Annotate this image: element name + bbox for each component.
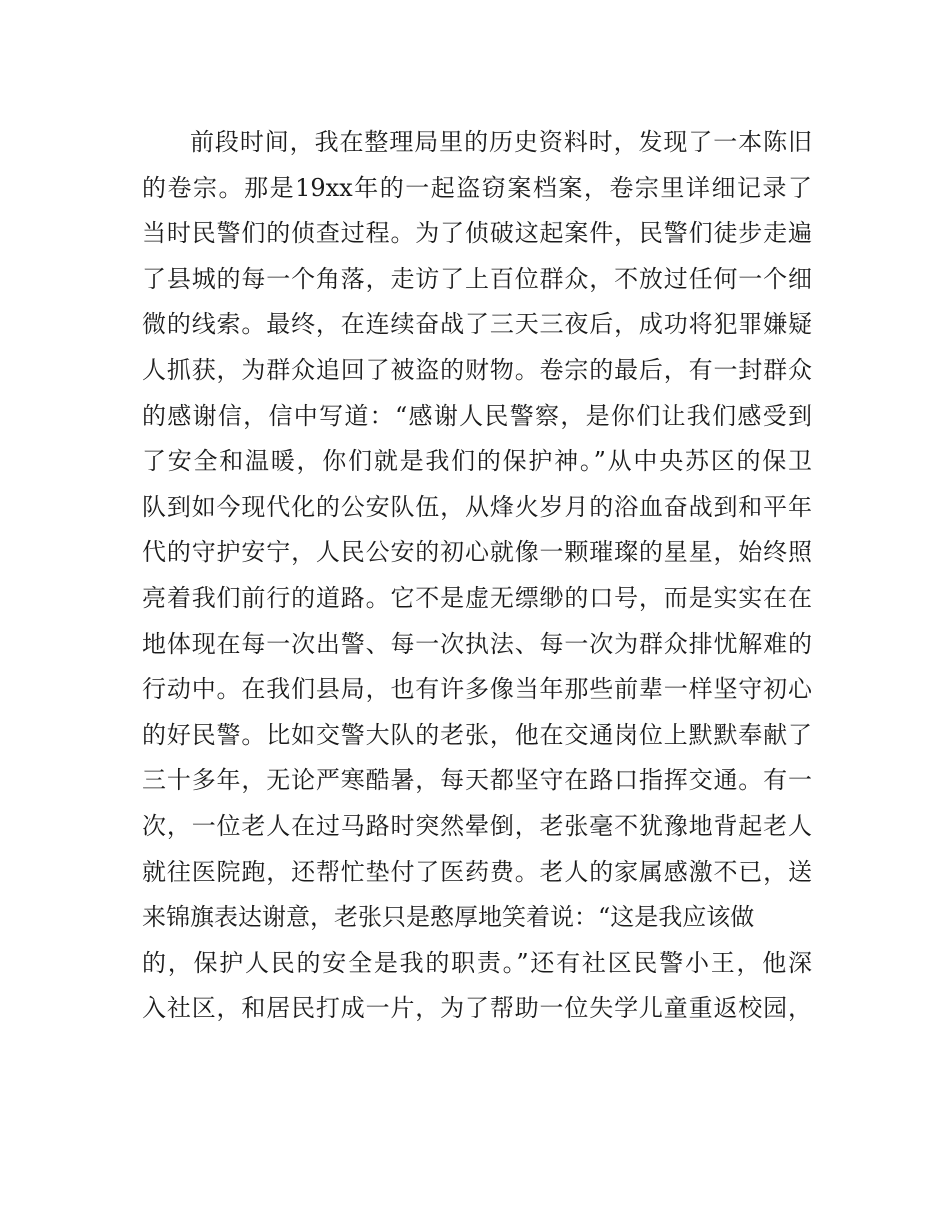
text-line-10: 代的守护安宁，人民公安的初心就像一颗璀璨的星星，始终照 — [142, 538, 812, 567]
text-line-4: 了县城的每一个角落，走访了上百位群众，不放过任何一个细 — [142, 264, 812, 293]
text-line-17: 就往医院跑，还帮忙垫付了医药费。老人的家属感激不已，送 — [142, 857, 812, 886]
text-line-1: 前段时间，我在整理局里的历史资料时，发现了一本陈旧 — [190, 128, 812, 156]
text-line-12: 地体现在每一次出警、每一次执法、每一次为群众排忧解难的 — [142, 629, 812, 658]
text-line-15: 三十多年，无论严寒酷暑，每天都坚守在路口指挥交通。有一 — [142, 766, 812, 795]
text-line-3: 当时民警们的侦查过程。为了侦破这起案件，民警们徒步走遍 — [142, 219, 812, 248]
text-line-20: 入社区，和居民打成一片，为了帮助一位失学儿童重返校园， — [142, 994, 812, 1023]
text-line-13: 行动中。在我们县局，也有许多像当年那些前辈一样坚守初心 — [142, 675, 812, 704]
text-line-6: 人抓获，为群众追回了被盗的财物。卷宗的最后，有一封群众 — [142, 355, 812, 384]
text-line-8: 了安全和温暖，你们就是我们的保护神。”从中央苏区的保卫 — [142, 447, 812, 476]
text-line-14: 的好民警。比如交警大队的老张，他在交通岗位上默默奉献了 — [142, 720, 812, 749]
text-line-2: 的卷宗。那是19xx年的一起盗窃案档案，卷宗里详细记录了 — [142, 173, 812, 202]
text-line-16: 次，一位老人在过马路时突然晕倒，老张毫不犹豫地背起老人 — [142, 811, 812, 840]
text-line-7: 的感谢信，信中写道：“感谢人民警察，是你们让我们感受到 — [142, 401, 812, 430]
body-paragraph — [142, 120, 812, 1032]
text-line-19: 的，保护人民的安全是我的职责。”还有社区民警小王，他深 — [142, 948, 812, 977]
text-line-5: 微的线索。最终，在连续奋战了三天三夜后，成功将犯罪嫌疑 — [142, 310, 812, 339]
text-line-11: 亮着我们前行的道路。它不是虚无缥缈的口号，而是实实在在 — [142, 583, 812, 612]
text-line-18: 来锦旗表达谢意，老张只是憨厚地笑着说：“这是我应该做 — [142, 903, 755, 932]
text-line-9: 队到如今现代化的公安队伍，从烽火岁月的浴血奋战到和平年 — [142, 492, 812, 521]
